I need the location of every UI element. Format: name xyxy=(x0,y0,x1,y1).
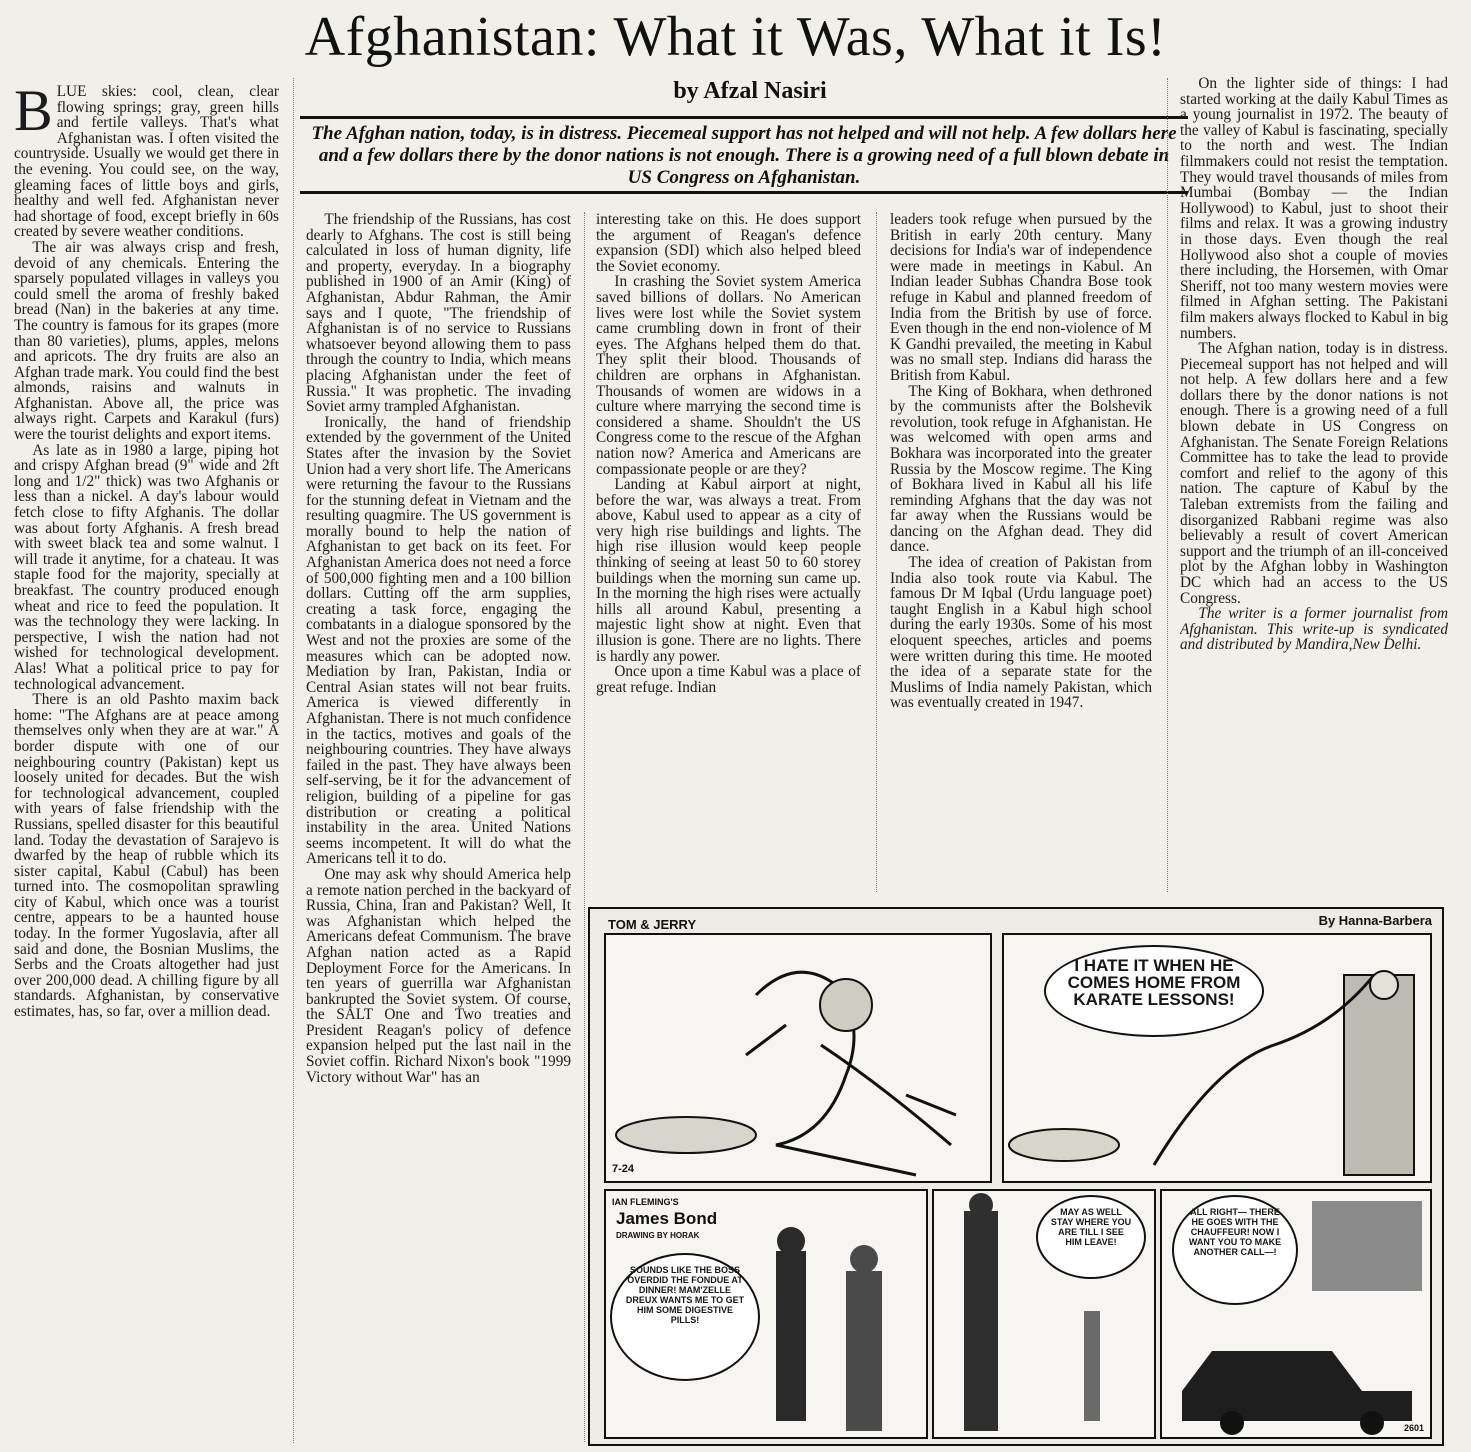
strip-number: 2601 xyxy=(1403,1423,1424,1433)
pull-quote: The Afghan nation, today, is in distress. Piecemeal support has not helped and will not help. A few dollars here and a few dollars there by the donor nations is not enough. There is a growing need of a full blown debate in US Congress on Afghanistan. xyxy=(300,116,1188,194)
paragraph: The King of Bokhara, when dethroned by the communists after the Bolshevik revolution, took refuge in Afghanistan. He was welcomed with open arms and Bokhara was incorporated into the greater Russia by the Moscow regime. The King of Bokhara lived in Kabul all his life reminding Afghans that the day was not far away when the Russians would be dancing on the Afghan dead. They did dance. xyxy=(890,382,1152,556)
paragraph: On the lighter side of things: I had started working at the daily Kabul Times as a young journalist in 1972. The beauty of the valley of Kabul is fascinating, specially to the north and west. The Indian filmmakers could not resist the temptation. They would travel thousands of miles from Mumbai (Bombay — the Indian Hollywood) to Kabul, just to shoot their films and relax. It was a growing industry in those days. Even though the real Hollywood also shot a couple of movies there including, the Horsemen, with Omar Sheriff, not too many western movies were filmed in Afghan setting. The Pakistani film makers always flocked to Kabul in big numbers. xyxy=(1180,76,1448,342)
article-column-3 xyxy=(596,212,861,896)
tom-kicking-illustration xyxy=(606,935,990,1181)
speech-balloon: MAY AS WELL STAY WHERE YOU ARE TILL I SEE HIM LEAVE! xyxy=(1036,1195,1146,1279)
column-divider xyxy=(293,78,294,1443)
tom-hit-illustration xyxy=(1004,935,1430,1181)
paragraph: There is an old Pashto maxim back home: "The Afghans are at peace among themselves only when they are at war." A border dispute with one of our neighbouring country (Pakistan) kept us loosely united for decades. But the wish for technological advancement, coupled with years of false friendship with the Russians, spelled disaster for this beautiful land. Today the devastation of Sarajevo is dwarfed by the heap of rubble which its sister capital, Kabul (Cabul) has been turned into. The cosmopolitan sprawling city of Kabul, which once was a tourist centre, appears to be a haunted house today. In the former Yugoslavia, after all said and done, the Bosnian Muslims, the Serbs and the Croats altogether had just over 200,000 dead. A chilling figure by all standards. Afghanistan, by conservative estimates, has, so far, over a million dead. xyxy=(14,691,279,1021)
paragraph: One may ask why should America help a remote nation perched in the backyard of Russia, China, Iran and Pakistan? Well, It was Afghanistan which helped the Americans defeat Communism. The brave Afghan nation acted as a Rapid Deployment Force for the Americans. In ten years of guerrilla war Afghanistan bankrupted the Soviet system. Of course, the SALT One and Two treaties and President Reagan's policy of defence expansion helped put the last nail in the Soviet coffin. Richard Nixon's book "1999 Victory without War" has an xyxy=(306,865,571,1086)
paragraph: leaders took refuge when pursued by the British in early 20th century. Many decisions for India's war of independence were made in meetings in Kabul. An Indian leader Subhas Chandra Bose took refuge in Kabul and planned freedom of India from the British by use of force. Even though in the end non-violence of M K Gandhi prevailed, the meeting in Kabul was no small step. Indians did harass the British from Kabul. xyxy=(890,212,1152,384)
paragraph: BLUE skies: cool, clean, clear flowing springs; gray, green hills and fertile valleys. That's what Afghanistan was. I often visited the countryside. Usually we would get there in the evening. You could see, on the way, gleaming faces of little boys and girls, healthy and well fed. Afghanistan never had shortage of food, except briefly in 60s created by severe weather conditions. xyxy=(14,84,279,241)
comic-panel xyxy=(1002,933,1432,1183)
byline: by Afzal Nasiri xyxy=(673,78,827,104)
column-divider xyxy=(876,212,877,892)
tom-and-jerry-title: TOM & JERRY xyxy=(608,917,697,932)
column-divider xyxy=(584,212,585,1442)
comic-panel xyxy=(932,1189,1156,1439)
article-column-5 xyxy=(1180,76,1448,886)
paragraph: The air was always crisp and fresh, devoid of any chemicals. Entering the sparsely populated villages in valleys you could smell the aroma of freshly baked bread (Nan) in the bakeries at any time. The country is famous for its grapes (more than 80 varieties), plums, apples, melons and apricots. The dry fruits are also an Afghan trade mark. You could find the best almonds, raisins and walnuts in Afghanistan. Above all, the price was always right. Carpets and Karakul (furs) were the tourist delights and export items. xyxy=(14,238,279,444)
paragraph: Landing at Kabul airport at night, before the war, was always a treat. From above, Kabul used to appear as a city of very high rise buildings and lights. The high rise illusion would keep people thinking of seeing at least 50 to 60 storey buildings when the morning sun came up. In the morning the high rises were actually hills all around Kabul, presenting a majestic light show at night. Even that illusion is gone. There are no lights. There is hardly any power. xyxy=(596,476,861,665)
paragraph: Once upon a time Kabul was a place of great refuge. Indian xyxy=(596,663,861,696)
strip-date: 7-24 xyxy=(612,1163,635,1175)
paragraph: In crashing the Soviet system America saved billions of dollars. No American lives were lost while the Soviet system came crumbling down in front of their eyes. The Afghans helped them do that. They split their blood. Thousands of children are orphans in Afghanistan. Thousands of women are widows in a culture where marrying the second time is considered a shame. Shouldn't the US Congress come to the rescue of the Afghan nation now? America and Americans are compassionate people or are they? xyxy=(596,273,861,478)
bond-room-illustration xyxy=(934,1191,1154,1437)
paragraph: The friendship of the Russians, has cost dearly to Afghans. The cost is still being calculated in loss of human dignity, life and property, everyday. In a biography published in 1900 of an Amir (King) of Afghanistan, Abdur Rahman, the Amir says and I quote, "The friendship of Afghanistan is of no service to Russians whatsoever beyond allowing them to pass through the country to India, which means placing Afghanistan under the feet of Russia." It was prophetic. The invading Soviet army trampled Afghanistan. xyxy=(306,212,571,416)
article-column-2 xyxy=(306,212,571,1446)
speech-balloon: I HATE IT WHEN HE COMES HOME FROM KARATE LESSONS! xyxy=(1044,945,1264,1037)
paragraph: The Afghan nation, today is in distress. Piecemeal support has not helped and will not help. A few dollars here and a few dollars there by the donor nations is not enough. There is a growing need of a full blown debate in US Congress on Afghanistan. The Senate Foreign Relations Committee has to take the lead to provide comfort and relief to the agony of this nation. The capture of Kabul by the Taleban extremists from the failing and disorganized Rabbani regime was also believably a result of covert American support and the triumph of an ill-conceived plot by the Afghan lobby in Washington DC which had an access to the US Congress. xyxy=(1180,340,1448,607)
speech-balloon: SOUNDS LIKE THE BOSS OVERDID THE FONDUE AT DINNER! MAM'ZELLE DREUX WANTS ME TO GET HIM SOME DIGESTIVE PILLS! xyxy=(610,1253,760,1381)
james-bond-small-title: IAN FLEMING'S xyxy=(612,1197,679,1207)
headline: Afghanistan: What it Was, What it Is! xyxy=(304,6,1167,68)
comic-panel xyxy=(604,933,992,1183)
paragraph: As late as in 1980 a large, piping hot and crispy Afghan bread (9" wide and 2ft long and 1/2" thick) was two Afghanis or less than a nickel. A day's labour would fetch close to fifty Afghanis. The dollar was about forty Afghanis. A fresh bread with sweet black tea and some walnut. I will trade it anytime, for a chateau. It was staple food for the majority, specially at breakfast. The country produced enough wheat and rice to feed the population. It was the technology they were lacking. In perspective, I wish the nation had not wished for technological development. Alas! What a political price to pay for technological advancement. xyxy=(14,441,279,693)
paragraph: Ironically, the hand of friendship extended by the government of the United States after the invasion by the Soviet Union had a very short life. The Americans were returning the favour to the Russians for the stunning defeat in Vietnam and the resulting quagmire. The US government is morally bound to help the nation of Afghanistan to get back on its feet. For Afghanistan America does not need a force of 500,000 fighting men and a 100 billion dollars. Cutting off the arm supplies, creating a task force, engaging the combatants in a dialogue sponsored by the West and not the proxies are some of the measures which can be adopted now. Mediation by Iran, Pakistan, India or Central Asian states will not bear fruits. America is viewed differently in Afghanistan. There is not much confidence in the tactics, motives and goals of the neighbouring countries. They have always failed in the past. They have always been self-serving, be it for the advancement of religion, building of a pipeline for gas distribution or creating a political instability in the area. United Nations seems incompetent. It will do what the Americans tell it to do. xyxy=(306,413,571,868)
writer-note: The writer is a former journalist from Afghanistan. This write-up is syndicated and distributed by Mandira,New Delhi. xyxy=(1180,605,1448,654)
bond-figures-illustration xyxy=(606,1191,926,1437)
paragraph: interesting take on this. He does support the argument of Reagan's defence expansion (SDI) which also helped bleed the Soviet economy. xyxy=(596,212,861,275)
james-bond-title: James Bond xyxy=(616,1209,718,1228)
james-bond-credit: DRAWING BY HORAK xyxy=(616,1231,700,1240)
comic-panel xyxy=(1160,1189,1432,1439)
article-column-4 xyxy=(890,212,1152,888)
paragraph: The idea of creation of Pakistan from India also took route via Kabul. The famous Dr M Iqbal (Urdu language poet) taught English in a Kabul high school during the early 1930s. Some of his most eloquent speeches, articles and poems were written during this time. He mooted the idea of a separate state for the Muslims of India namely Pakistan, which was eventually created in 1947. xyxy=(890,554,1152,712)
column-divider xyxy=(1167,78,1168,892)
comic-panel xyxy=(604,1189,928,1439)
tom-and-jerry-credit: By Hanna-Barbera xyxy=(1318,913,1432,928)
car-illustration xyxy=(1162,1191,1430,1437)
article-column-1 xyxy=(14,84,279,1446)
speech-balloon: ALL RIGHT— THERE HE GOES WITH THE CHAUFFEUR! NOW I WANT YOU TO MAKE ANOTHER CALL—! xyxy=(1172,1195,1298,1305)
drop-cap: B xyxy=(14,84,53,143)
comics-section xyxy=(588,907,1444,1446)
